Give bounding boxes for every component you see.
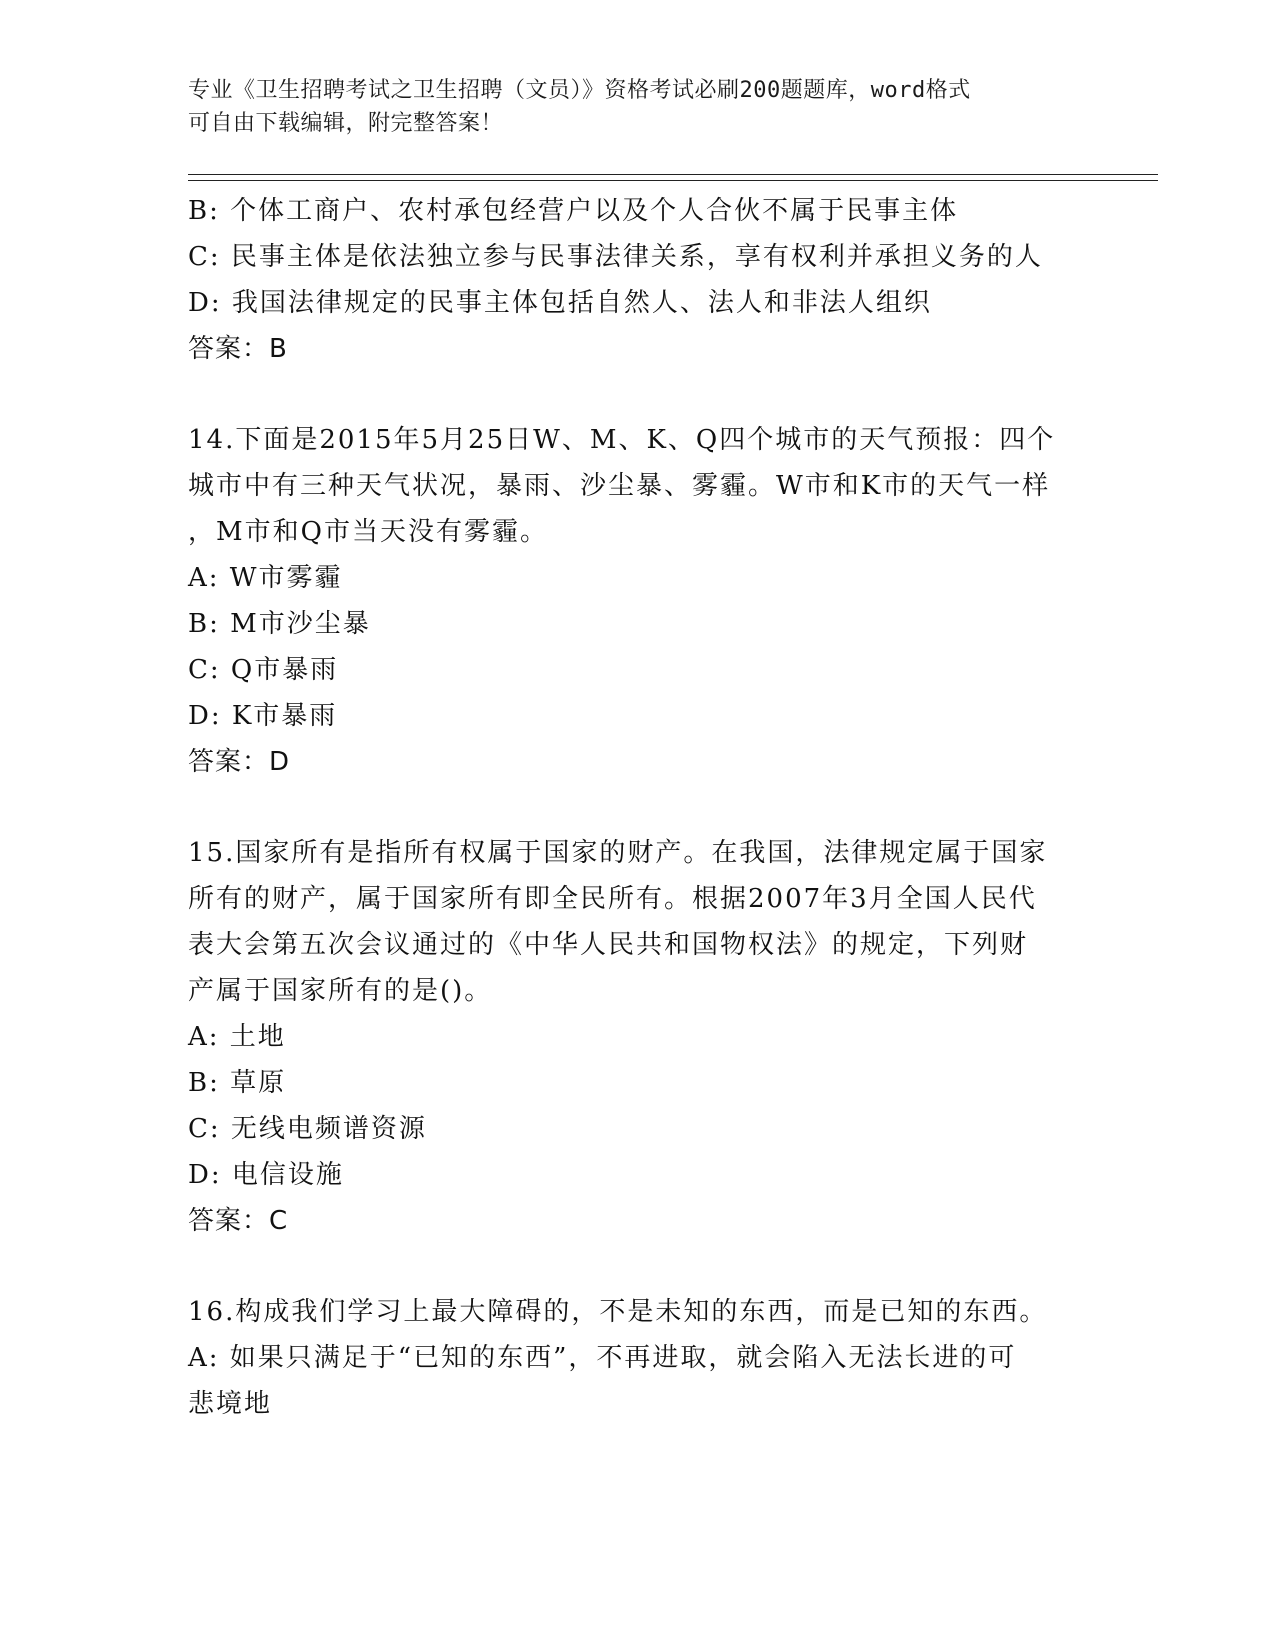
spacer [188,785,1088,830]
option-b: B: M市沙尘暴 [188,609,371,639]
question-stem-line: 15.国家所有是指所有权属于国家的财产。在我国，法律规定属于国家 [188,838,1048,868]
option-a-continued: 悲境地 [188,1389,273,1419]
question-stem-line: 城市中有三种天气状况，暴雨、沙尘暴、雾霾。W市和K市的天气一样 [188,471,1051,501]
option-c: C: 无线电频谱资源 [188,1114,427,1144]
option-b: B: 草原 [188,1068,287,1098]
header-line-2: 可自由下载编辑，附完整答案！ [188,111,504,136]
header-divider-top [188,174,1158,175]
document-body [188,188,1088,1427]
question-stem-line: 产属于国家所有的是()。 [188,976,493,1006]
answer: 答案：D [188,747,291,777]
spacer [188,372,1088,417]
question-stem-line: ，M市和Q市当天没有雾霾。 [188,517,548,547]
option-d: D: K市暴雨 [188,701,338,731]
header-line-1: 专业《卫生招聘考试之卫生招聘（文员）》资格考试必刷200题题库，word格式 [188,78,971,103]
option-c: C: 民事主体是依法独立参与民事法律关系，享有权利并承担义务的人 [188,242,1043,272]
question-13 [188,188,1088,372]
question-stem-line: 表大会第五次会议通过的《中华人民共和国物权法》的规定，下列财 [188,930,1029,960]
question-16 [188,1289,1088,1427]
option-a: A: 如果只满足于“已知的东西”，不再进取，就会陷入无法长进的可 [188,1343,1017,1373]
option-d: D: 电信设施 [188,1160,344,1190]
question-14 [188,417,1088,785]
header-divider-bottom [188,180,1158,181]
question-stem-line: 14.下面是2015年5月25日W、M、K、Q四个城市的天气预报：四个 [188,425,1056,455]
option-c: C: Q市暴雨 [188,655,339,685]
spacer [188,1244,1088,1289]
option-a: A: W市雾霾 [188,563,343,593]
question-stem-line: 16.构成我们学习上最大障碍的，不是未知的东西，而是已知的东西。 [188,1297,1048,1327]
answer: 答案：B [188,334,288,364]
answer: 答案：C [188,1206,289,1236]
option-d: D: 我国法律规定的民事主体包括自然人、法人和非法人组织 [188,288,932,318]
question-15 [188,830,1088,1244]
question-stem-line: 所有的财产，属于国家所有即全民所有。根据2007年3月全国人民代 [188,884,1037,914]
option-b: B: 个体工商户、农村承包经营户以及个人合伙不属于民事主体 [188,196,959,226]
document-header [188,74,1068,140]
option-a: A: 土地 [188,1022,286,1052]
